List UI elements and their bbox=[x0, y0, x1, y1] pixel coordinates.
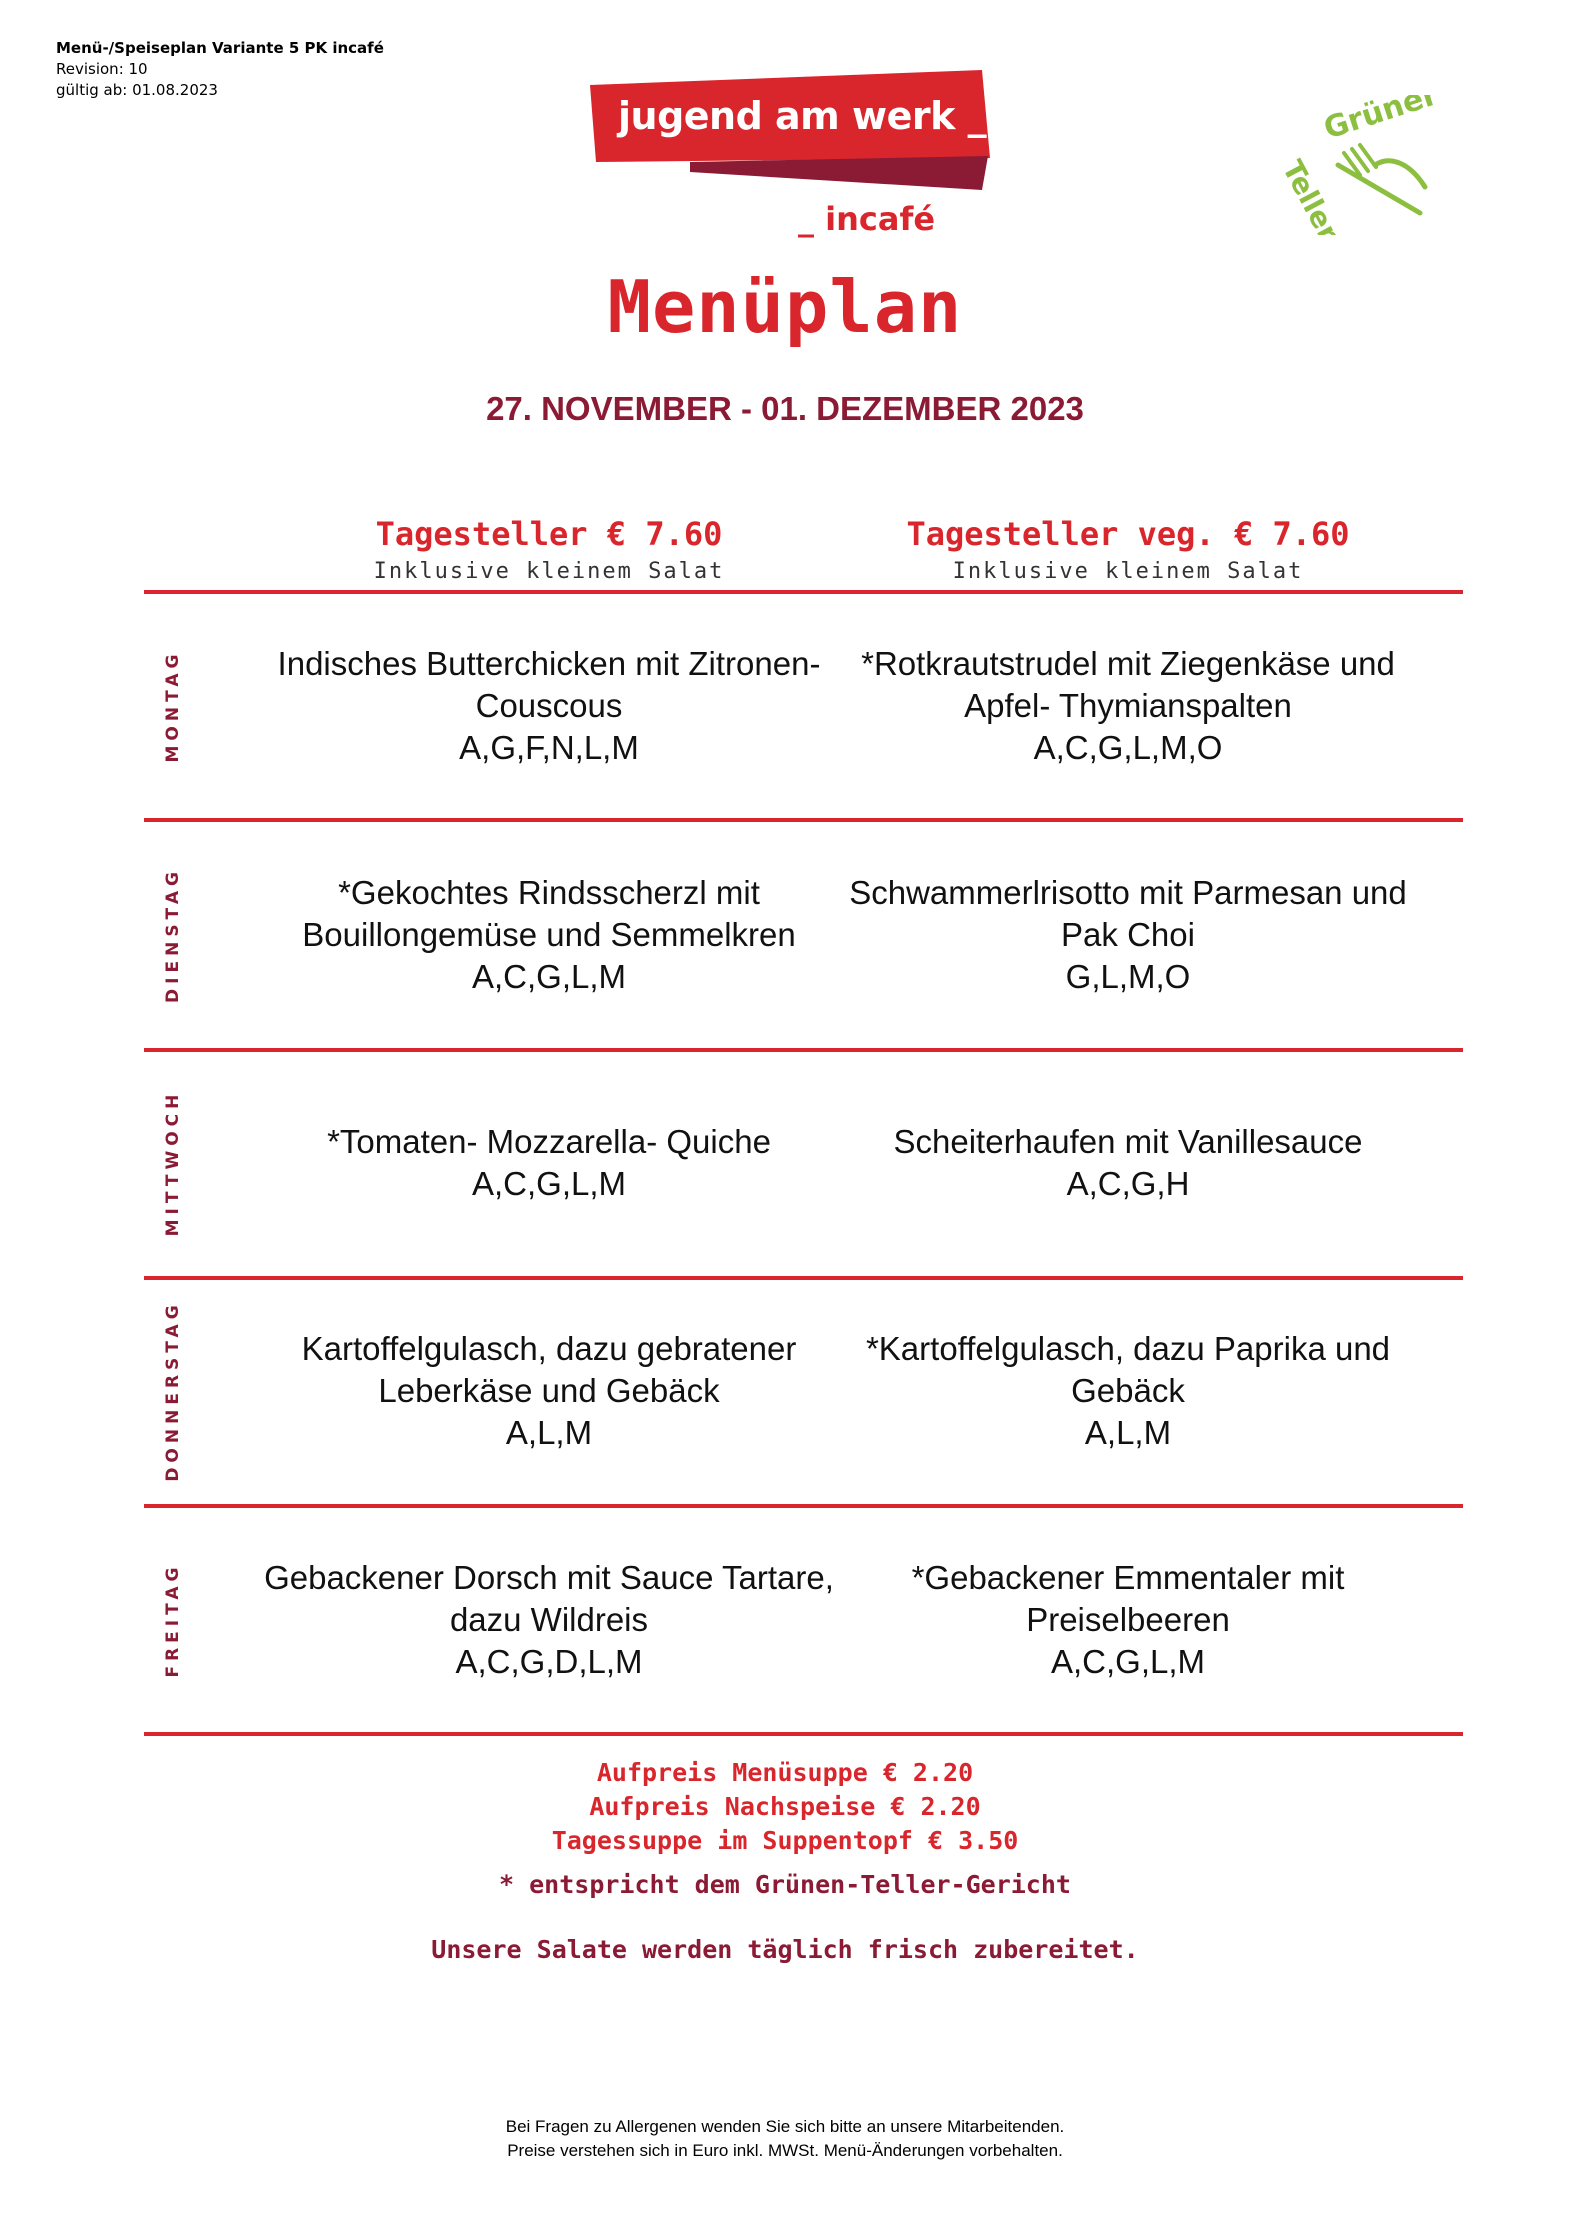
divider-rule bbox=[144, 590, 1463, 594]
dish-friday-vegetarian bbox=[838, 1557, 1418, 1683]
dish-name: *Gebackener Emmentaler mit Preiselbeeren bbox=[911, 1559, 1345, 1638]
column-header-standard bbox=[249, 515, 849, 584]
dish-allergens: A,C,G,L,M,O bbox=[1033, 729, 1223, 766]
divider-rule bbox=[144, 1732, 1463, 1736]
soup-surcharge: Aufpreis Menüsuppe € 2.20 bbox=[596, 1758, 974, 1787]
day-label-thursday: DONNERSTAG bbox=[163, 1300, 183, 1482]
document-meta bbox=[56, 38, 384, 101]
salad-note: Unsere Salate werden täglich frisch zubereitet. bbox=[431, 1935, 1139, 1964]
gruener-teller-logo bbox=[1280, 95, 1435, 235]
dish-allergens: A,L,M bbox=[505, 1414, 593, 1451]
date-range: 27. NOVEMBER - 01. DEZEMBER 2023 bbox=[486, 390, 1084, 427]
dish-allergens: A,C,G,L,M bbox=[471, 1165, 627, 1202]
dish-wednesday-vegetarian bbox=[838, 1121, 1418, 1205]
divider-rule bbox=[144, 1276, 1463, 1280]
dish-tuesday-vegetarian bbox=[838, 872, 1418, 998]
allergen-notice: Bei Fragen zu Allergenen wenden Sie sich bitte an unsere Mitarbeitenden. bbox=[505, 2117, 1065, 2136]
dish-name: *Tomaten- Mozzarella- Quiche bbox=[327, 1123, 771, 1160]
dish-allergens: A,C,G,L,M bbox=[1050, 1643, 1206, 1680]
dish-name: Gebackener Dorsch mit Sauce Tartare, dazu Wildreis bbox=[264, 1559, 834, 1638]
dish-allergens: A,C,G,D,L,M bbox=[455, 1643, 643, 1680]
dish-name: *Rotkrautstrudel mit Ziegenkäse und Apfel- Thymianspalten bbox=[861, 645, 1395, 724]
dish-allergens: A,L,M bbox=[1084, 1414, 1172, 1451]
day-label-wednesday: MITTWOCH bbox=[163, 1089, 183, 1237]
vegetarian-sub-label: Inklusive kleinem Salat bbox=[952, 559, 1304, 584]
logo-wordmark: jugend am werk _ bbox=[618, 94, 987, 138]
bottom-notice bbox=[0, 2115, 1570, 2163]
column-header-vegetarian bbox=[828, 515, 1428, 584]
jugend-am-werk-logo bbox=[590, 70, 990, 245]
document-meta-title: Menü-/Speiseplan Variante 5 PK incafé bbox=[56, 39, 384, 57]
dish-name: Kartoffelgulasch, dazu gebratener Leberkäse und Gebäck bbox=[301, 1330, 797, 1409]
dish-allergens: A,G,F,N,L,M bbox=[459, 729, 639, 766]
standard-price-label: Tagesteller € 7.60 bbox=[375, 515, 723, 553]
dish-thursday-vegetarian bbox=[838, 1328, 1418, 1454]
daily-soup-price: Tagessuppe im Suppentopf € 3.50 bbox=[551, 1826, 1019, 1855]
standard-sub-label: Inklusive kleinem Salat bbox=[373, 559, 725, 584]
dish-monday-standard bbox=[259, 643, 839, 769]
day-label-friday: FREITAG bbox=[163, 1562, 183, 1678]
dish-allergens: A,C,G,L,M bbox=[471, 958, 627, 995]
dish-name: Scheiterhaufen mit Vanillesauce bbox=[893, 1123, 1363, 1160]
dish-thursday-standard bbox=[259, 1328, 839, 1454]
green-plate-note: * entspricht dem Grünen-Teller-Gericht bbox=[499, 1870, 1071, 1899]
dish-friday-standard bbox=[259, 1557, 839, 1683]
dessert-surcharge: Aufpreis Nachspeise € 2.20 bbox=[589, 1792, 981, 1821]
gruener-text: Grüner bbox=[1319, 95, 1435, 147]
dish-monday-vegetarian bbox=[838, 643, 1418, 769]
divider-rule bbox=[144, 1504, 1463, 1508]
divider-rule bbox=[144, 1048, 1463, 1052]
teller-text: Teller bbox=[1280, 154, 1346, 235]
dish-name: *Gekochtes Rindsscherzl mit Bouillongemüse und Semmelkren bbox=[302, 874, 796, 953]
day-label-monday: MONTAG bbox=[163, 649, 183, 763]
page-title: Menüplan bbox=[607, 265, 963, 349]
document-valid-from: gültig ab: 01.08.2023 bbox=[56, 81, 218, 99]
dish-name: Indisches Butterchicken mit Zitronen- Couscous bbox=[277, 645, 821, 724]
dish-allergens: G,L,M,O bbox=[1065, 958, 1191, 995]
dish-name: *Kartoffelgulasch, dazu Paprika und Gebäck bbox=[865, 1330, 1391, 1409]
dish-allergens: A,C,G,H bbox=[1066, 1165, 1190, 1202]
document-revision: Revision: 10 bbox=[56, 60, 148, 78]
dish-wednesday-standard bbox=[259, 1121, 839, 1205]
dish-tuesday-standard bbox=[259, 872, 839, 998]
day-label-tuesday: DIENSTAG bbox=[163, 867, 183, 1003]
price-notice: Preise verstehen sich in Euro inkl. MWSt. Menü-Änderungen vorbehalten. bbox=[507, 2141, 1063, 2160]
dish-name: Schwammerlrisotto mit Parmesan und Pak Choi bbox=[849, 874, 1407, 953]
fork-knife-icon bbox=[1280, 95, 1435, 235]
divider-rule bbox=[144, 818, 1463, 822]
vegetarian-price-label: Tagesteller veg. € 7.60 bbox=[906, 515, 1350, 553]
logo-subbrand: _ incafé bbox=[798, 200, 936, 238]
